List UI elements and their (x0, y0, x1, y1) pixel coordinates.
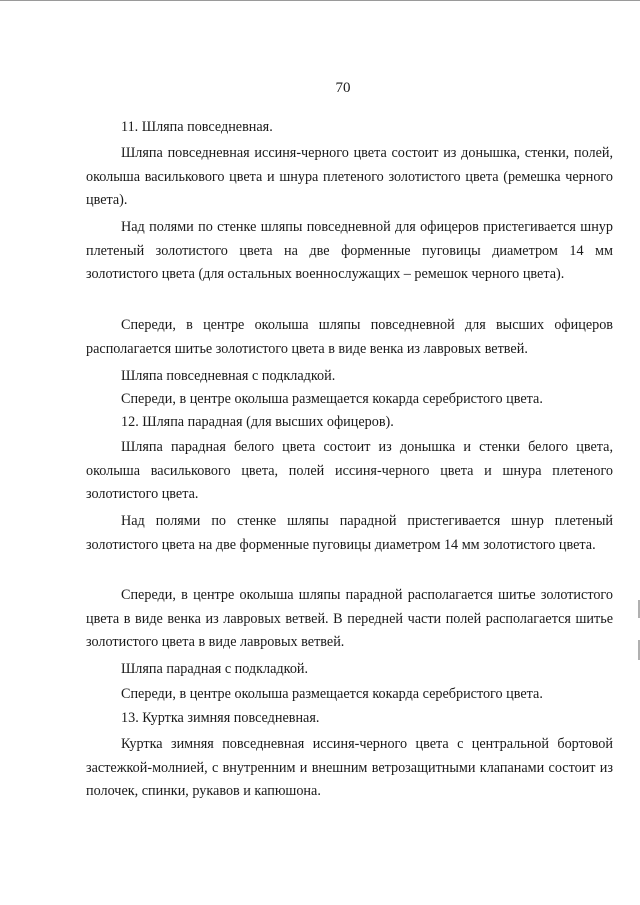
paragraph: Спереди, в центре околыша размещается кокарда серебристого цвета. (121, 391, 543, 407)
paragraph: Над полями по стенке шляпы парадной пристегивается шнур плетеный золотистого цвета на две форменные пуговицы диаметром 14 мм золотистого цвета. (86, 513, 613, 553)
scan-top-border (0, 0, 640, 1)
paragraph: Над полями по стенке шляпы повседневной для офицеров пристегивается шнур плетеный золотистого цвета на две форменные пуговицы диаметром 14 мм золотистого цвета (для остальных военнослужащих – ремешок черного цвета). (86, 219, 613, 282)
page-number: 70 (335, 80, 351, 96)
paragraph: Шляпа парадная с подкладкой. (121, 661, 309, 677)
paragraph: Спереди, в центре околыша шляпы парадной располагается шитье золотистого цвета в виде венка из лавровых ветвей. В передней части полей располагается шитье золотистого цвета в виде лавровых ветвей. (86, 587, 613, 650)
paragraph: Шляпа повседневная иссиня-черного цвета состоит из донышка, стенки, полей, околыша василькового цвета и шнура плетеного золотистого цвета (ремешка черного цвета). (86, 145, 613, 208)
paragraph: Спереди, в центре околыша шляпы повседневной для высших офицеров располагается шитье золотистого цвета в виде венка из лавровых ветвей. (86, 317, 613, 357)
paragraph: Шляпа повседневная с подкладкой. (121, 368, 336, 384)
section-heading-11: 11. Шляпа повседневная. (121, 119, 273, 135)
paragraph: Спереди, в центре околыша размещается кокарда серебристого цвета. (121, 686, 543, 702)
paragraph: Куртка зимняя повседневная иссиня-черного цвета с центральной бортовой застежкой-молнией, с внутренним и внешним ветрозащитными клапанами состоит из полочек, спинки, рукавов и капюшона. (86, 736, 613, 799)
section-heading-12: 12. Шляпа парадная (для высших офицеров). (121, 414, 394, 430)
paragraph: Шляпа парадная белого цвета состоит из донышка и стенки белого цвета, околыша василькового цвета, полей иссиня-черного цвета и шнура плетеного золотистого цвета. (86, 439, 613, 502)
section-heading-13: 13. Куртка зимняя повседневная. (121, 710, 320, 726)
